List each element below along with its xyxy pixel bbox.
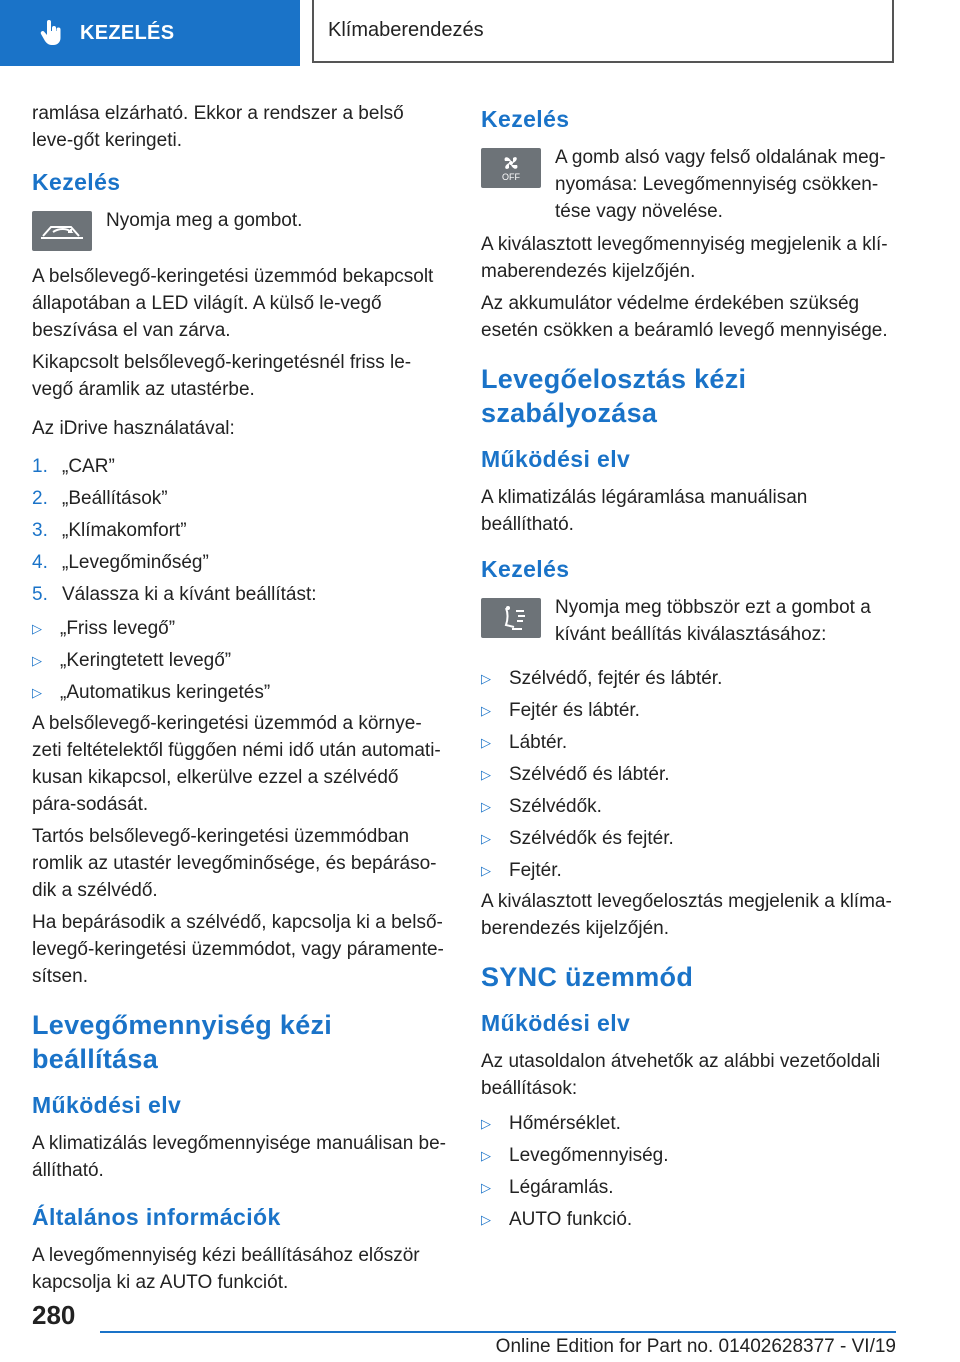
step-item: 2. „Beállítások” <box>32 487 168 509</box>
idrive-paragraph: Az iDrive használatával: <box>32 418 235 439</box>
section-tab <box>0 0 300 66</box>
step-item: 4. „Levegőminőség” <box>32 551 209 573</box>
list-item: ▷ Fejtér és lábtér. <box>481 694 901 726</box>
list-item: ▷ Lábtér. <box>481 726 901 758</box>
long-use-paragraph: Tartós belsőlevegő-keringetési üzemmódban romlik az utastér levegőminősége, és bepáráso-dik a szélvédő. <box>32 826 437 901</box>
led-paragraph: A belsőlevegő-keringetési üzemmód bekapcsolt állapotában a LED világít. A külső le-vegő beszívása el van zárva. <box>32 266 434 341</box>
setting-options <box>32 612 446 708</box>
fog-paragraph: Ha bepárásodik a szélvédő, kapcsolja ki a belső-levegő-keringetési üzemmódot, vagy páramente-sítsen. <box>32 912 444 987</box>
distribution-button-block <box>481 594 901 654</box>
list-item: ▷ Hőmérséklet. <box>481 1107 901 1139</box>
heading-distribution: Levegőelosztás kézi szabályozása <box>481 364 747 428</box>
heading-sync: SYNC üzemmód <box>481 962 694 992</box>
fan-off-label: OFF <box>502 172 520 182</box>
list-item: ▷ Szélvédők. <box>481 790 901 822</box>
list-item: ▷ „Friss levegő” <box>32 612 446 644</box>
principle-paragraph: A klimatizálás levegőmennyisége manuálisan be-állítható. <box>32 1133 447 1181</box>
heading-principle: Működési elv <box>32 1092 182 1118</box>
heading-kezeles: Kezelés <box>481 106 570 132</box>
sync-options <box>481 1107 901 1235</box>
distribution-instruction: Nyomja meg többször ezt a gombot a kívánt beállítás kiválasztásához: <box>555 597 871 645</box>
distribution-options <box>481 662 901 886</box>
heading-kezeles: Kezelés <box>32 169 121 195</box>
list-item: ▷ Szélvédő, fejtér és lábtér. <box>481 662 901 694</box>
distribution-display-paragraph: A kiválasztott levegőelosztás megjelenik a klíma-berendezés kijelzőjén. <box>481 891 892 939</box>
fan-button-icon <box>481 148 541 188</box>
fan-instruction: A gomb alsó vagy felső oldalának meg-nyomása: Levegőmennyiség csökken-tése vagy növelése. <box>555 147 886 222</box>
triangle-bullet-icon: ▷ <box>481 830 491 846</box>
triangle-bullet-icon: ▷ <box>481 1147 491 1163</box>
idrive-steps <box>32 450 446 610</box>
triangle-bullet-icon: ▷ <box>481 862 491 878</box>
sync-paragraph: Az utasoldalon átvehetők az alábbi vezetőoldali beállítások: <box>481 1051 881 1099</box>
triangle-bullet-icon: ▷ <box>32 684 42 700</box>
list-item: ▷ AUTO funkció. <box>481 1203 901 1235</box>
triangle-bullet-icon: ▷ <box>32 652 42 668</box>
list-item: ▷ „Automatikus keringetés” <box>32 676 446 708</box>
edition-text: Online Edition for Part no. 01402628377 - VI/19 <box>495 1336 896 1357</box>
display-paragraph: A kiválasztott levegőmennyiség megjelenik a klí-maberendezés kijelzőjén. <box>481 234 888 282</box>
triangle-bullet-icon: ▷ <box>481 1211 491 1227</box>
list-item: ▷ „Keringtetett levegő” <box>32 644 446 676</box>
general-paragraph: A levegőmennyiség kézi beállításához először kapcsolja ki az AUTO funkciót. <box>32 1245 420 1293</box>
list-item: ▷ Fejtér. <box>481 854 901 886</box>
triangle-bullet-icon: ▷ <box>481 702 491 718</box>
step-item: 5. Válassza ki a kívánt beállítást: <box>32 583 317 605</box>
triangle-bullet-icon: ▷ <box>481 798 491 814</box>
fan-button-block <box>481 144 901 225</box>
chapter-title: Klímaberendezés <box>312 0 894 63</box>
air-distribution-button-icon <box>481 598 541 638</box>
intro-paragraph: ramlása elzárható. Ekkor a rendszer a belső leve-gőt keringeti. <box>32 103 404 151</box>
hand-pointer-icon <box>40 20 64 46</box>
left-column <box>32 100 446 1301</box>
heading-principle: Működési elv <box>481 446 631 472</box>
recirculation-button-block <box>32 207 446 267</box>
triangle-bullet-icon: ▷ <box>481 1179 491 1195</box>
triangle-bullet-icon: ▷ <box>481 766 491 782</box>
distribution-principle-paragraph: A klimatizálás légáramlása manuálisan beállítható. <box>481 487 808 535</box>
triangle-bullet-icon: ▷ <box>481 670 491 686</box>
button-instruction: Nyomja meg a gombot. <box>106 210 303 231</box>
heading-airflow: Levegőmennyiség kézi beállítása <box>32 1010 333 1074</box>
section-label: KEZELÉS <box>80 21 175 44</box>
step-item: 1. „CAR” <box>32 455 115 477</box>
heading-sync-principle: Működési elv <box>481 1010 631 1036</box>
right-column <box>481 100 901 1237</box>
triangle-bullet-icon: ▷ <box>32 620 42 636</box>
fresh-air-paragraph: Kikapcsolt belsőlevegő-keringetésnél friss le-vegő áramlik az utastérbe. <box>32 352 412 400</box>
list-item: ▷ Levegőmennyiség. <box>481 1139 901 1171</box>
auto-off-paragraph: A belsőlevegő-keringetési üzemmód a környe-zeti feltételektől függően némi idő után automati-kusan kikapcsol, elkerülve ezzel a szélvédő pára-sodását. <box>32 713 441 815</box>
step-item: 3. „Klímakomfort” <box>32 519 187 541</box>
battery-paragraph: Az akkumulátor védelme érdekében szükség esetén csökken a beáramló levegő mennyisége. <box>481 293 888 341</box>
list-item: ▷ Légáramlás. <box>481 1171 901 1203</box>
page-number: 280 <box>32 1300 76 1330</box>
heading-general: Általános információk <box>32 1204 281 1230</box>
heading-kezeles-2: Kezelés <box>481 556 570 582</box>
recirculation-button-icon <box>32 211 92 251</box>
list-item: ▷ Szélvédők és fejtér. <box>481 822 901 854</box>
triangle-bullet-icon: ▷ <box>481 1115 491 1131</box>
list-item: ▷ Szélvédő és lábtér. <box>481 758 901 790</box>
triangle-bullet-icon: ▷ <box>481 734 491 750</box>
